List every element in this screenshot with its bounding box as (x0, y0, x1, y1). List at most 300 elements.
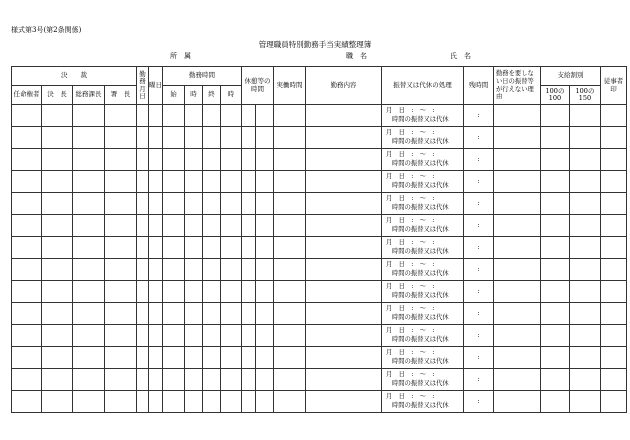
furikae-cell[interactable] (382, 105, 464, 127)
entry-cell[interactable] (73, 171, 105, 193)
entry-cell[interactable] (494, 259, 541, 281)
entry-cell[interactable] (570, 259, 601, 281)
zan-jikan-cell[interactable]: : (464, 105, 494, 127)
entry-cell[interactable] (42, 369, 73, 391)
entry-cell[interactable] (73, 369, 105, 391)
entry-cell[interactable] (242, 281, 256, 303)
entry-cell[interactable] (203, 127, 221, 149)
entry-cell[interactable] (601, 303, 627, 325)
entry-cell[interactable] (12, 215, 42, 237)
zan-jikan-cell[interactable]: : (464, 259, 494, 281)
entry-cell[interactable] (494, 281, 541, 303)
entry-cell[interactable] (242, 149, 256, 171)
table-row (12, 391, 627, 413)
entry-cell[interactable] (242, 193, 256, 215)
entry-cell[interactable] (137, 149, 149, 171)
entry-cell[interactable] (203, 193, 221, 215)
zan-jikan-cell[interactable]: : (464, 171, 494, 193)
entry-cell[interactable] (163, 347, 185, 369)
entry-cell[interactable] (274, 281, 306, 303)
entry-cell[interactable] (163, 105, 185, 127)
entry-cell[interactable] (149, 347, 163, 369)
furikae-cell[interactable] (382, 171, 464, 193)
entry-cell[interactable] (203, 215, 221, 237)
furikae-cell[interactable] (382, 259, 464, 281)
entry-cell[interactable] (306, 105, 382, 127)
entry-cell[interactable] (163, 259, 185, 281)
entry-cell[interactable] (149, 193, 163, 215)
entry-cell[interactable] (570, 105, 601, 127)
entry-cell[interactable] (494, 237, 541, 259)
entry-cell[interactable] (242, 259, 256, 281)
entry-cell[interactable] (541, 391, 570, 413)
entry-cell[interactable] (274, 127, 306, 149)
entry-cell[interactable] (42, 193, 73, 215)
entry-cell[interactable] (73, 215, 105, 237)
entry-cell[interactable] (203, 105, 221, 127)
entry-cell[interactable] (601, 215, 627, 237)
entry-cell[interactable] (12, 127, 42, 149)
entry-cell[interactable] (221, 237, 242, 259)
entry-cell[interactable] (12, 237, 42, 259)
entry-cell[interactable] (601, 105, 627, 127)
entry-cell[interactable] (203, 391, 221, 413)
furikae-cell[interactable] (382, 303, 464, 325)
entry-cell[interactable] (601, 391, 627, 413)
entry-cell[interactable] (570, 325, 601, 347)
entry-cell[interactable] (494, 303, 541, 325)
entry-cell[interactable] (105, 281, 137, 303)
entry-cell[interactable] (163, 127, 185, 149)
entry-cell[interactable] (601, 259, 627, 281)
zan-jikan-cell[interactable]: : (464, 391, 494, 413)
entry-cell[interactable] (203, 237, 221, 259)
entry-cell[interactable] (274, 303, 306, 325)
furikae-cell[interactable] (382, 369, 464, 391)
entry-cell[interactable] (105, 259, 137, 281)
entry-cell[interactable] (306, 303, 382, 325)
entry-cell[interactable] (601, 347, 627, 369)
table-row (12, 237, 627, 259)
entry-cell[interactable] (163, 303, 185, 325)
entry-cell[interactable] (185, 149, 203, 171)
entry-cell[interactable] (541, 347, 570, 369)
entry-cell[interactable] (570, 127, 601, 149)
entry-cell[interactable] (256, 127, 274, 149)
entry-cell[interactable] (256, 369, 274, 391)
entry-cell[interactable] (494, 127, 541, 149)
entry-cell[interactable] (42, 149, 73, 171)
entry-cell[interactable] (256, 325, 274, 347)
entry-cell[interactable] (494, 347, 541, 369)
table-row (12, 149, 627, 171)
entry-cell[interactable] (203, 149, 221, 171)
entry-cell[interactable] (541, 237, 570, 259)
zan-jikan-cell[interactable]: : (464, 149, 494, 171)
entry-cell[interactable] (105, 303, 137, 325)
entry-cell[interactable] (306, 347, 382, 369)
entry-cell[interactable] (242, 237, 256, 259)
entry-cell[interactable] (601, 171, 627, 193)
entry-cell[interactable] (221, 325, 242, 347)
entry-cell[interactable] (73, 325, 105, 347)
furikae-cell[interactable] (382, 347, 464, 369)
entry-cell[interactable] (163, 149, 185, 171)
entry-cell[interactable] (306, 259, 382, 281)
entry-cell[interactable] (149, 105, 163, 127)
entry-cell[interactable] (149, 171, 163, 193)
entry-cell[interactable] (306, 391, 382, 413)
entry-cell[interactable] (274, 215, 306, 237)
entry-cell[interactable] (242, 391, 256, 413)
entry-cell[interactable] (149, 391, 163, 413)
entry-cell[interactable] (221, 347, 242, 369)
entry-cell[interactable] (163, 369, 185, 391)
entry-cell[interactable] (137, 325, 149, 347)
entry-cell[interactable] (73, 303, 105, 325)
entry-cell[interactable] (570, 281, 601, 303)
entry-cell[interactable] (541, 281, 570, 303)
entry-cell[interactable] (163, 391, 185, 413)
zan-jikan-cell[interactable]: : (464, 281, 494, 303)
entry-cell[interactable] (570, 215, 601, 237)
entry-cell[interactable] (137, 281, 149, 303)
jitsudo-header: 実働時間 (274, 67, 306, 105)
entry-cell[interactable] (256, 347, 274, 369)
zan-jikan-cell[interactable]: : (464, 303, 494, 325)
entry-cell[interactable] (12, 105, 42, 127)
entry-cell[interactable] (105, 105, 137, 127)
entry-cell[interactable] (73, 391, 105, 413)
zan-jikan-cell[interactable]: : (464, 347, 494, 369)
entry-cell[interactable] (12, 193, 42, 215)
zan-jikan-cell[interactable]: : (464, 325, 494, 347)
entry-cell[interactable] (570, 237, 601, 259)
entry-cell[interactable] (601, 369, 627, 391)
entry-cell[interactable] (163, 193, 185, 215)
entry-cell[interactable] (274, 193, 306, 215)
entry-cell[interactable] (185, 303, 203, 325)
furikae-date-line: 月 日 : ～ : (386, 129, 435, 136)
entry-cell[interactable] (274, 149, 306, 171)
entry-cell[interactable] (12, 171, 42, 193)
entry-cell[interactable] (12, 259, 42, 281)
entry-cell[interactable] (274, 105, 306, 127)
entry-cell[interactable] (242, 347, 256, 369)
entry-cell[interactable] (256, 391, 274, 413)
entry-cell[interactable] (274, 259, 306, 281)
furikae-date-line: 月 日 : ～ : (386, 107, 435, 114)
furikae-date-line: 月 日 : ～ : (386, 305, 435, 312)
entry-cell[interactable] (73, 281, 105, 303)
entry-cell[interactable] (105, 193, 137, 215)
entry-cell[interactable] (12, 347, 42, 369)
zan-jikan-cell[interactable]: : (464, 193, 494, 215)
entry-cell[interactable] (306, 127, 382, 149)
entry-cell[interactable] (185, 281, 203, 303)
entry-cell[interactable] (256, 303, 274, 325)
entry-cell[interactable] (274, 369, 306, 391)
entry-cell[interactable] (42, 347, 73, 369)
entry-cell[interactable] (242, 303, 256, 325)
entry-cell[interactable] (185, 237, 203, 259)
entry-cell[interactable] (42, 325, 73, 347)
furikae-hours-line: 時間の振替又は代休 (392, 159, 449, 167)
entry-cell[interactable] (221, 369, 242, 391)
entry-cell[interactable] (570, 347, 601, 369)
table-row (12, 303, 627, 325)
kinmu-tsukihi-header: 勤務月日 (137, 67, 149, 105)
entry-cell[interactable] (12, 281, 42, 303)
entry-cell[interactable] (541, 171, 570, 193)
entry-cell[interactable] (105, 237, 137, 259)
entry-cell[interactable] (105, 325, 137, 347)
entry-cell[interactable] (221, 303, 242, 325)
entry-cell[interactable] (105, 149, 137, 171)
entry-cell[interactable] (185, 369, 203, 391)
entry-cell[interactable] (256, 237, 274, 259)
entry-cell[interactable] (256, 171, 274, 193)
entry-cell[interactable] (185, 215, 203, 237)
entry-cell[interactable] (42, 171, 73, 193)
entry-cell[interactable] (541, 303, 570, 325)
zan-jikan-cell[interactable]: : (464, 237, 494, 259)
entry-cell[interactable] (137, 391, 149, 413)
entry-cell[interactable] (601, 149, 627, 171)
entry-cell[interactable] (73, 105, 105, 127)
entry-cell[interactable] (185, 105, 203, 127)
entry-cell[interactable] (221, 149, 242, 171)
entry-cell[interactable] (185, 127, 203, 149)
entry-cell[interactable] (42, 281, 73, 303)
entry-cell[interactable] (42, 391, 73, 413)
entry-cell[interactable] (541, 325, 570, 347)
entry-cell[interactable] (601, 127, 627, 149)
entry-cell[interactable] (242, 215, 256, 237)
entry-cell[interactable] (149, 215, 163, 237)
entry-cell[interactable] (256, 149, 274, 171)
entry-cell[interactable] (163, 325, 185, 347)
table-row (12, 281, 627, 303)
entry-cell[interactable] (541, 369, 570, 391)
entry-cell[interactable] (541, 127, 570, 149)
entry-cell[interactable] (494, 193, 541, 215)
header-row-1 (12, 67, 627, 86)
furikae-cell[interactable] (382, 127, 464, 149)
entry-cell[interactable] (274, 237, 306, 259)
entry-cell[interactable] (494, 215, 541, 237)
furikae-cell[interactable] (382, 281, 464, 303)
entry-cell[interactable] (570, 171, 601, 193)
zan-jikan-cell[interactable]: : (464, 369, 494, 391)
entry-cell[interactable] (256, 259, 274, 281)
entry-cell[interactable] (203, 369, 221, 391)
entry-cell[interactable] (494, 325, 541, 347)
entry-cell[interactable] (601, 193, 627, 215)
entry-cell[interactable] (306, 215, 382, 237)
entry-cell[interactable] (570, 391, 601, 413)
entry-cell[interactable] (149, 237, 163, 259)
entry-cell[interactable] (306, 325, 382, 347)
entry-cell[interactable] (137, 347, 149, 369)
entry-cell[interactable] (73, 149, 105, 171)
furikae-hours-line: 時間の振替又は代休 (392, 269, 449, 277)
entry-cell[interactable] (163, 215, 185, 237)
entry-cell[interactable] (242, 105, 256, 127)
entry-cell[interactable] (221, 127, 242, 149)
entry-cell[interactable] (149, 325, 163, 347)
entry-cell[interactable] (242, 369, 256, 391)
entry-cell[interactable] (42, 259, 73, 281)
entry-cell[interactable] (541, 105, 570, 127)
furikae-cell[interactable] (382, 215, 464, 237)
entry-cell[interactable] (541, 259, 570, 281)
entry-cell[interactable] (221, 215, 242, 237)
table-row (12, 127, 627, 149)
entry-cell[interactable] (306, 149, 382, 171)
furikae-hours-line: 時間の振替又は代休 (392, 203, 449, 211)
entry-cell[interactable] (274, 171, 306, 193)
entry-cell[interactable] (494, 391, 541, 413)
entry-cell[interactable] (137, 127, 149, 149)
entry-cell[interactable] (306, 237, 382, 259)
entry-cell[interactable] (149, 303, 163, 325)
entry-cell[interactable] (73, 193, 105, 215)
entry-cell[interactable] (163, 281, 185, 303)
reason-header: 勤務を要しない日の振替等が行えない理由 (494, 67, 541, 105)
entry-cell[interactable] (601, 325, 627, 347)
entry-cell[interactable] (73, 127, 105, 149)
entry-cell[interactable] (149, 259, 163, 281)
entry-cell[interactable] (306, 193, 382, 215)
entry-cell[interactable] (105, 369, 137, 391)
furikae-hours-line: 時間の振替又は代休 (392, 357, 449, 365)
entry-cell[interactable] (12, 391, 42, 413)
entry-cell[interactable] (105, 215, 137, 237)
entry-cell[interactable] (601, 281, 627, 303)
entry-cell[interactable] (221, 171, 242, 193)
entry-cell[interactable] (137, 369, 149, 391)
entry-cell[interactable] (570, 303, 601, 325)
entry-cell[interactable] (570, 149, 601, 171)
furikae-cell[interactable] (382, 149, 464, 171)
entry-cell[interactable] (185, 325, 203, 347)
entry-cell[interactable] (12, 303, 42, 325)
entry-cell[interactable] (137, 105, 149, 127)
furikae-hours-line: 時間の振替又は代休 (392, 181, 449, 189)
furikae-cell[interactable] (382, 237, 464, 259)
entry-cell[interactable] (203, 347, 221, 369)
entry-cell[interactable] (274, 325, 306, 347)
yobi-header: 曜日 (149, 67, 163, 105)
entry-cell[interactable] (601, 237, 627, 259)
entry-cell[interactable] (185, 347, 203, 369)
entry-cell[interactable] (42, 303, 73, 325)
entry-cell[interactable] (185, 171, 203, 193)
entry-cell[interactable] (149, 369, 163, 391)
entry-cell[interactable] (256, 215, 274, 237)
entry-cell[interactable] (221, 281, 242, 303)
entry-cell[interactable] (306, 281, 382, 303)
entry-cell[interactable] (149, 149, 163, 171)
entry-cell[interactable] (221, 259, 242, 281)
entry-cell[interactable] (256, 281, 274, 303)
entry-cell[interactable] (73, 259, 105, 281)
entry-cell[interactable] (242, 127, 256, 149)
entry-cell[interactable] (494, 149, 541, 171)
entry-cell[interactable] (42, 105, 73, 127)
entry-cell[interactable] (570, 369, 601, 391)
entry-cell[interactable] (105, 391, 137, 413)
entry-cell[interactable] (73, 237, 105, 259)
entry-cell[interactable] (541, 193, 570, 215)
entry-cell[interactable] (221, 193, 242, 215)
entry-cell[interactable] (494, 369, 541, 391)
entry-cell[interactable] (256, 105, 274, 127)
entry-cell[interactable] (42, 237, 73, 259)
entry-cell[interactable] (149, 127, 163, 149)
entry-cell[interactable] (203, 325, 221, 347)
entry-cell[interactable] (185, 259, 203, 281)
entry-cell[interactable] (42, 215, 73, 237)
entry-cell[interactable] (274, 347, 306, 369)
entry-cell[interactable] (541, 149, 570, 171)
zan-jikan-cell[interactable]: : (464, 127, 494, 149)
entry-cell[interactable] (12, 369, 42, 391)
entry-cell[interactable] (203, 171, 221, 193)
entry-cell[interactable] (221, 391, 242, 413)
entry-cell[interactable] (570, 193, 601, 215)
entry-cell[interactable] (105, 347, 137, 369)
entry-cell[interactable] (494, 105, 541, 127)
entry-cell[interactable] (137, 237, 149, 259)
entry-cell[interactable] (306, 171, 382, 193)
furikae-cell[interactable] (382, 325, 464, 347)
furikae-cell[interactable] (382, 391, 464, 413)
entry-cell[interactable] (137, 171, 149, 193)
entry-cell[interactable] (163, 171, 185, 193)
entry-cell[interactable] (12, 325, 42, 347)
entry-cell[interactable] (541, 215, 570, 237)
entry-cell[interactable] (137, 215, 149, 237)
entry-cell[interactable] (185, 193, 203, 215)
entry-cell[interactable] (306, 369, 382, 391)
entry-cell[interactable] (137, 259, 149, 281)
entry-cell[interactable] (203, 303, 221, 325)
entry-cell[interactable] (105, 171, 137, 193)
entry-cell[interactable] (221, 105, 242, 127)
furikae-cell[interactable] (382, 193, 464, 215)
entry-cell[interactable] (203, 281, 221, 303)
entry-cell[interactable] (73, 347, 105, 369)
entry-cell[interactable] (105, 127, 137, 149)
table-row (12, 325, 627, 347)
entry-cell[interactable] (12, 149, 42, 171)
entry-cell[interactable] (242, 325, 256, 347)
entry-cell[interactable] (494, 171, 541, 193)
entry-cell[interactable] (256, 193, 274, 215)
entry-cell[interactable] (137, 193, 149, 215)
entry-cell[interactable] (203, 259, 221, 281)
entry-cell[interactable] (242, 171, 256, 193)
entry-cell[interactable] (149, 281, 163, 303)
entry-cell[interactable] (185, 391, 203, 413)
entry-cell[interactable] (163, 237, 185, 259)
entry-cell[interactable] (137, 303, 149, 325)
zan-jikan-cell[interactable]: : (464, 215, 494, 237)
entry-cell[interactable] (42, 127, 73, 149)
entry-cell[interactable] (274, 391, 306, 413)
